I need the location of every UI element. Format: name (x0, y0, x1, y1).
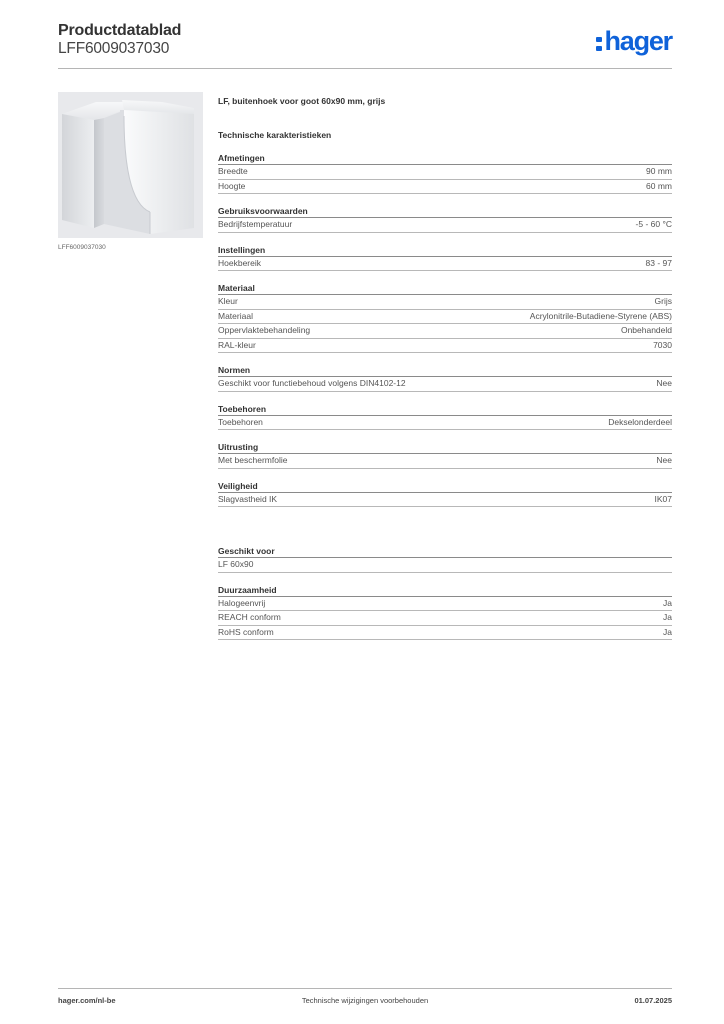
product-code: LFF6009037030 (58, 40, 170, 57)
spec-row (218, 324, 672, 339)
spec-row (218, 339, 672, 354)
spec-label: Bedrijfstemperatuur (218, 219, 293, 229)
section-title: Duurzaamheid (218, 584, 672, 597)
spec-value: Ja (663, 612, 672, 622)
corner-piece-illustration (58, 92, 203, 238)
spec-value: 90 mm (646, 166, 672, 176)
spec-label: REACH conform (218, 612, 281, 622)
spec-row (218, 180, 672, 195)
section-title: Normen (218, 364, 672, 377)
spec-label: Breedte (218, 166, 248, 176)
sustainability-section (218, 584, 672, 641)
spec-value: -5 - 60 °C (635, 219, 672, 229)
section-title: Instellingen (218, 244, 672, 257)
section-title: Gebruiksvoorwaarden (218, 205, 672, 218)
spec-value: Acrylonitrile-Butadiene-Styrene (ABS) (529, 310, 672, 321)
image-caption: LFF6009037030 (58, 244, 106, 251)
header-divider (58, 68, 672, 69)
spec-section-settings (218, 244, 672, 272)
spec-label: Kleur (218, 296, 238, 306)
spec-label: Hoogte (218, 180, 246, 191)
spec-section-accessories (218, 403, 672, 431)
spec-value: 7030 (653, 339, 672, 350)
spec-label: Halogeenvrij (218, 597, 266, 608)
spec-row (218, 626, 672, 641)
spec-section-dimensions (218, 152, 672, 194)
suitable-for-section (218, 545, 672, 573)
section-title: Materiaal (218, 282, 672, 295)
spec-row (218, 377, 672, 392)
page-header (58, 22, 672, 70)
footer-date: 01.07.2025 (634, 996, 672, 1005)
spec-value: Nee (656, 378, 672, 388)
spec-value: IK07 (654, 493, 672, 504)
logo-wordmark: hager (604, 26, 672, 56)
page-title: Productdatablad (58, 22, 182, 39)
spec-label: Materiaal (218, 310, 253, 321)
logo-mark-icon (596, 37, 602, 51)
spec-row (218, 257, 672, 272)
spec-row (218, 454, 672, 469)
section-title: Afmetingen (218, 152, 672, 165)
spec-section-conditions (218, 205, 672, 233)
spec-label: Met beschermfolie (218, 455, 288, 465)
spec-label: Geschikt voor functiebehoud volgens DIN4102-12 (218, 378, 406, 388)
spec-section-equipment (218, 441, 672, 469)
spec-label: Hoekbereik (218, 257, 261, 268)
spec-value: Ja (663, 626, 672, 637)
spec-section-safety (218, 480, 672, 508)
footer-notice: Technische wijzigingen voorbehouden (301, 996, 429, 1005)
spec-value: 83 - 97 (645, 257, 672, 268)
spec-row (218, 558, 672, 573)
spec-row (218, 310, 672, 325)
spec-value: Dekselonderdeel (608, 416, 672, 427)
spec-row (218, 218, 672, 233)
spec-value: Nee (656, 455, 672, 465)
spec-value: 60 mm (646, 180, 672, 191)
section-title: Veiligheid (218, 480, 672, 493)
spec-row (218, 597, 672, 612)
spec-value: Onbehandeld (620, 325, 672, 335)
section-title: Geschikt voor (218, 545, 672, 558)
footer-website-link[interactable]: hager.com/nl-be (58, 996, 116, 1005)
footer-divider (58, 988, 672, 989)
page-footer (58, 996, 672, 1010)
spec-label: Slagvastheid IK (218, 493, 278, 504)
spec-section-material (218, 282, 672, 353)
technical-heading: Technische karakteristieken (218, 130, 332, 140)
spec-row (218, 295, 672, 310)
spec-label: Oppervlaktebehandeling (218, 325, 311, 335)
product-description: LF, buitenhoek voor goot 60x90 mm, grijs (218, 96, 386, 106)
spec-row (218, 165, 672, 180)
spec-section-standards (218, 364, 672, 392)
spec-row (218, 416, 672, 431)
section-title: Toebehoren (218, 403, 672, 416)
spec-label: RoHS conform (218, 626, 274, 637)
spec-label: LF 60x90 (218, 559, 254, 569)
section-title: Uitrusting (218, 441, 672, 454)
spec-label: RAL-kleur (218, 339, 256, 350)
product-image (58, 92, 203, 238)
spec-row (218, 493, 672, 508)
spec-label: Toebehoren (218, 416, 263, 427)
spec-row (218, 611, 672, 626)
hager-logo (596, 27, 672, 55)
specification-panel (218, 96, 672, 640)
spec-value: Ja (663, 597, 672, 608)
spec-value: Grijs (654, 296, 672, 306)
